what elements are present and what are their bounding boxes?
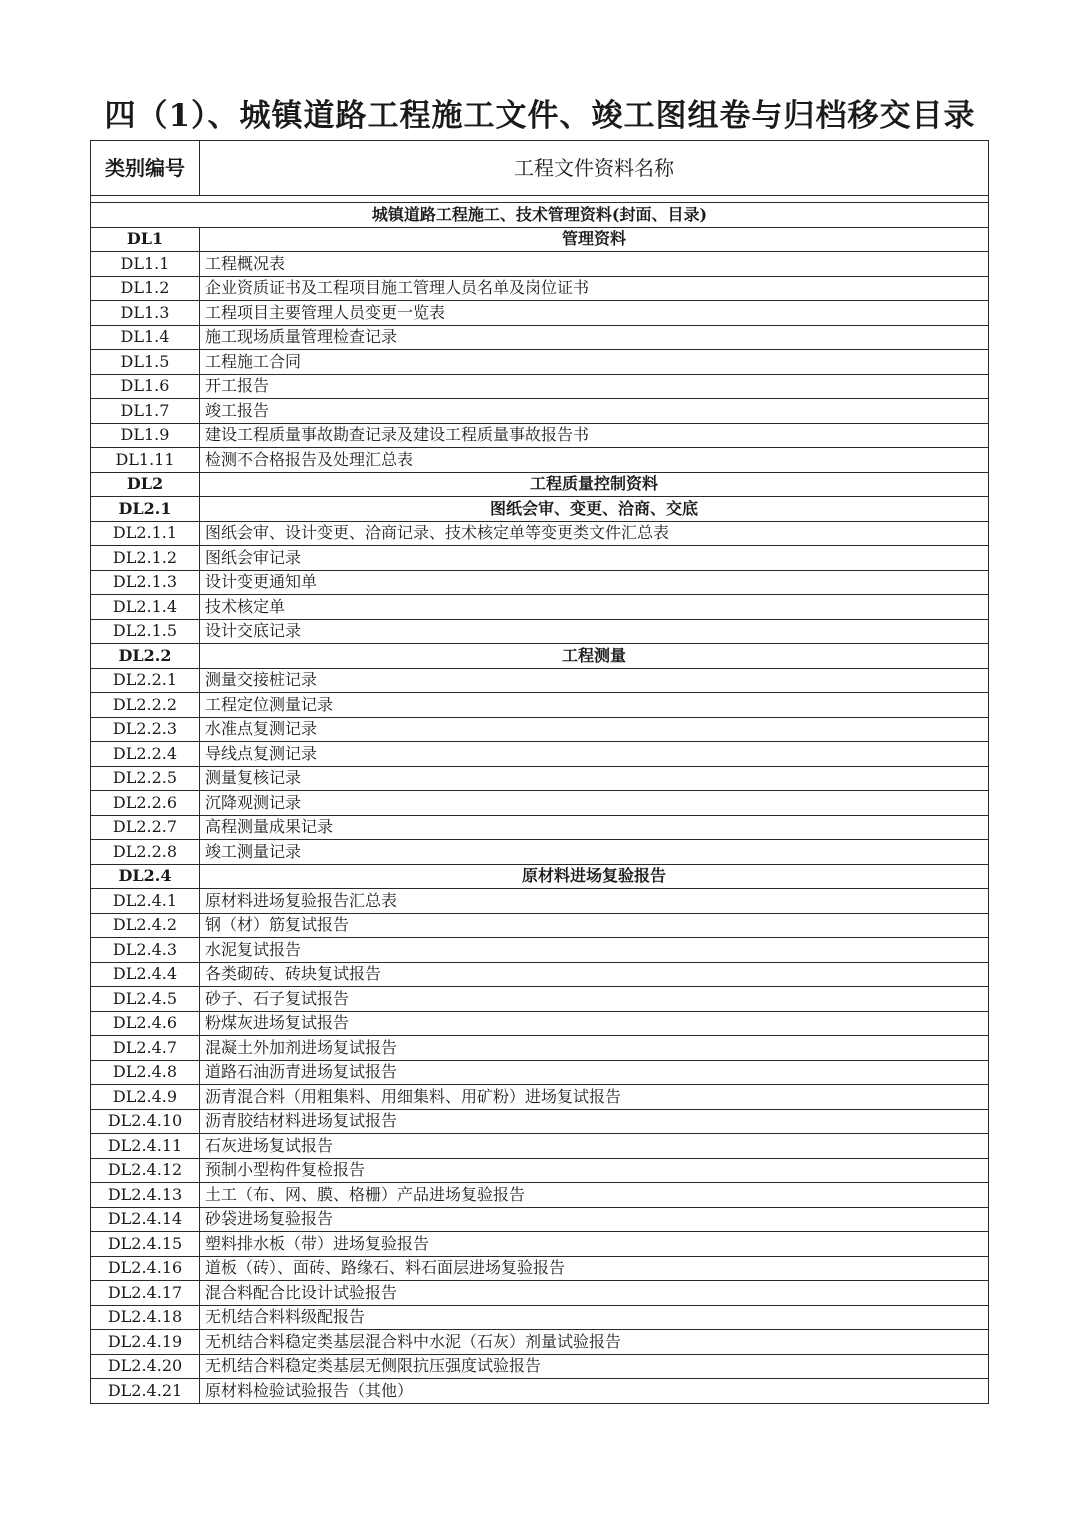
category-code: DL2.1.3 [91, 570, 200, 595]
table-row [91, 791, 989, 816]
document-name: 技术核定单 [200, 595, 989, 620]
document-name: 检测不合格报告及处理汇总表 [200, 448, 989, 473]
column-header-code: 类别编号 [91, 141, 200, 196]
category-code: DL2.4.19 [91, 1330, 200, 1355]
category-code: DL1.4 [91, 325, 200, 350]
document-name: 混凝土外加剂进场复试报告 [200, 1036, 989, 1061]
table-row [91, 742, 989, 767]
category-code: DL2.2.3 [91, 717, 200, 742]
category-code: DL1.11 [91, 448, 200, 473]
document-name: 竣工测量记录 [200, 840, 989, 865]
document-name: 导线点复测记录 [200, 742, 989, 767]
document-name: 无机结合料料级配报告 [200, 1305, 989, 1330]
section-title: 图纸会审、变更、洽商、交底 [200, 497, 989, 522]
table-row [91, 987, 989, 1012]
document-name: 图纸会审记录 [200, 546, 989, 571]
document-name: 石灰进场复试报告 [200, 1134, 989, 1159]
category-code: DL2.4.18 [91, 1305, 200, 1330]
table-row [91, 252, 989, 277]
table-row [91, 1011, 989, 1036]
section-row [91, 497, 989, 522]
table-row [91, 766, 989, 791]
document-name: 设计变更通知单 [200, 570, 989, 595]
table-header-row [91, 141, 989, 196]
category-code: DL2.2 [91, 644, 200, 669]
category-code: DL2.4.9 [91, 1085, 200, 1110]
section-row [91, 227, 989, 252]
table-row [91, 595, 989, 620]
table-row [91, 1305, 989, 1330]
table-row [91, 325, 989, 350]
document-name: 各类砌砖、砖块复试报告 [200, 962, 989, 987]
section-row [91, 864, 989, 889]
category-code: DL1.1 [91, 252, 200, 277]
table-row [91, 1036, 989, 1061]
document-name: 图纸会审、设计变更、洽商记录、技术核定单等变更类文件汇总表 [200, 521, 989, 546]
document-name: 土工（布、网、膜、格栅）产品进场复验报告 [200, 1183, 989, 1208]
category-code: DL2.2.8 [91, 840, 200, 865]
document-name: 原材料进场复验报告汇总表 [200, 889, 989, 914]
document-name: 混合料配合比设计试验报告 [200, 1281, 989, 1306]
column-header-name: 工程文件资料名称 [200, 141, 989, 196]
section-row [91, 644, 989, 669]
category-code: DL2 [91, 472, 200, 497]
document-name: 原材料检验试验报告（其他） [200, 1379, 989, 1404]
table-row [91, 815, 989, 840]
document-name: 施工现场质量管理检查记录 [200, 325, 989, 350]
category-code: DL2.4.7 [91, 1036, 200, 1061]
table-row [91, 938, 989, 963]
table-row [91, 717, 989, 742]
category-code: DL2.4.4 [91, 962, 200, 987]
table-row [91, 693, 989, 718]
section-title: 管理资料 [200, 227, 989, 252]
category-code: DL2.2.7 [91, 815, 200, 840]
table-row [91, 962, 989, 987]
table-row [91, 1183, 989, 1208]
category-code: DL2.4.10 [91, 1109, 200, 1134]
table-row [91, 1256, 989, 1281]
document-name: 砂袋进场复验报告 [200, 1207, 989, 1232]
document-name: 测量复核记录 [200, 766, 989, 791]
document-name: 钢（材）筋复试报告 [200, 913, 989, 938]
category-code: DL2.4.16 [91, 1256, 200, 1281]
category-code: DL2.4.1 [91, 889, 200, 914]
table-row [91, 1134, 989, 1159]
document-name: 设计交底记录 [200, 619, 989, 644]
category-code: DL2.2.1 [91, 668, 200, 693]
category-code: DL2.4.3 [91, 938, 200, 963]
document-name: 工程项目主要管理人员变更一览表 [200, 301, 989, 326]
document-name: 无机结合料稳定类基层无侧限抗压强度试验报告 [200, 1354, 989, 1379]
category-code: DL2.4.15 [91, 1232, 200, 1257]
table-row [91, 1354, 989, 1379]
document-name: 竣工报告 [200, 399, 989, 424]
table-row [91, 840, 989, 865]
category-code: DL2.1 [91, 497, 200, 522]
category-code: DL2.4.8 [91, 1060, 200, 1085]
document-name: 开工报告 [200, 374, 989, 399]
category-code: DL2.2.6 [91, 791, 200, 816]
category-code: DL1.3 [91, 301, 200, 326]
table-row [91, 1109, 989, 1134]
category-code: DL1.7 [91, 399, 200, 424]
table-row [91, 423, 989, 448]
category-code: DL2.4.17 [91, 1281, 200, 1306]
table-row [91, 1232, 989, 1257]
table-row [91, 301, 989, 326]
page-title: 四（1）、城镇道路工程施工文件、竣工图组卷与归档移交目录 [104, 98, 976, 134]
table-row [91, 913, 989, 938]
category-code: DL2.4.20 [91, 1354, 200, 1379]
category-code: DL2.4.6 [91, 1011, 200, 1036]
section-title: 原材料进场复验报告 [200, 864, 989, 889]
category-code: DL2.1.5 [91, 619, 200, 644]
document-name: 道路石油沥青进场复试报告 [200, 1060, 989, 1085]
document-name: 建设工程质量事故勘查记录及建设工程质量事故报告书 [200, 423, 989, 448]
document-name: 道板（砖）、面砖、路缘石、料石面层进场复验报告 [200, 1256, 989, 1281]
table-row [91, 1379, 989, 1404]
category-code: DL2.2.5 [91, 766, 200, 791]
category-code: DL2.4.12 [91, 1158, 200, 1183]
table-row [91, 1060, 989, 1085]
category-code: DL2.2.4 [91, 742, 200, 767]
document-name: 砂子、石子复试报告 [200, 987, 989, 1012]
table-row [91, 1281, 989, 1306]
document-name: 塑料排水板（带）进场复验报告 [200, 1232, 989, 1257]
category-code: DL2.4.2 [91, 913, 200, 938]
section-row [91, 472, 989, 497]
table-row [91, 1207, 989, 1232]
table-row [91, 350, 989, 375]
category-code: DL2.4.14 [91, 1207, 200, 1232]
table-row [91, 521, 989, 546]
document-name: 沥青胶结材料进场复试报告 [200, 1109, 989, 1134]
document-name: 粉煤灰进场复试报告 [200, 1011, 989, 1036]
category-code: DL2.4.21 [91, 1379, 200, 1404]
document-name: 水泥复试报告 [200, 938, 989, 963]
category-code: DL1 [91, 227, 200, 252]
archive-catalog-table [90, 140, 989, 1404]
document-name: 水准点复测记录 [200, 717, 989, 742]
category-code: DL1.6 [91, 374, 200, 399]
category-code: DL1.5 [91, 350, 200, 375]
category-code: DL2.2.2 [91, 693, 200, 718]
document-name: 无机结合料稳定类基层混合料中水泥（石灰）剂量试验报告 [200, 1330, 989, 1355]
document-name: 测量交接桩记录 [200, 668, 989, 693]
category-code: DL1.2 [91, 276, 200, 301]
table-row [91, 570, 989, 595]
document-name: 预制小型构件复检报告 [200, 1158, 989, 1183]
table-row [91, 1330, 989, 1355]
category-code: DL2.4 [91, 864, 200, 889]
document-name: 高程测量成果记录 [200, 815, 989, 840]
table-row [91, 448, 989, 473]
section-title: 工程测量 [200, 644, 989, 669]
table-row [91, 889, 989, 914]
table-row [91, 1158, 989, 1183]
document-name: 沥青混合料（用粗集料、用细集料、用矿粉）进场复试报告 [200, 1085, 989, 1110]
table-row [91, 668, 989, 693]
category-band: 城镇道路工程施工、技术管理资料(封面、目录) [91, 203, 989, 228]
table-row [91, 619, 989, 644]
category-code: DL2.1.4 [91, 595, 200, 620]
category-band-row [91, 203, 989, 228]
category-code: DL2.4.11 [91, 1134, 200, 1159]
table-row [91, 374, 989, 399]
table-row [91, 546, 989, 571]
category-code: DL1.9 [91, 423, 200, 448]
category-code: DL2.1.2 [91, 546, 200, 571]
document-name: 沉降观测记录 [200, 791, 989, 816]
header-spacer [91, 196, 989, 203]
section-title: 工程质量控制资料 [200, 472, 989, 497]
category-code: DL2.4.5 [91, 987, 200, 1012]
table-row [91, 399, 989, 424]
category-code: DL2.1.1 [91, 521, 200, 546]
document-name: 工程定位测量记录 [200, 693, 989, 718]
category-code: DL2.4.13 [91, 1183, 200, 1208]
document-name: 工程概况表 [200, 252, 989, 277]
table-row [91, 276, 989, 301]
table-row [91, 1085, 989, 1110]
document-name: 工程施工合同 [200, 350, 989, 375]
document-name: 企业资质证书及工程项目施工管理人员名单及岗位证书 [200, 276, 989, 301]
